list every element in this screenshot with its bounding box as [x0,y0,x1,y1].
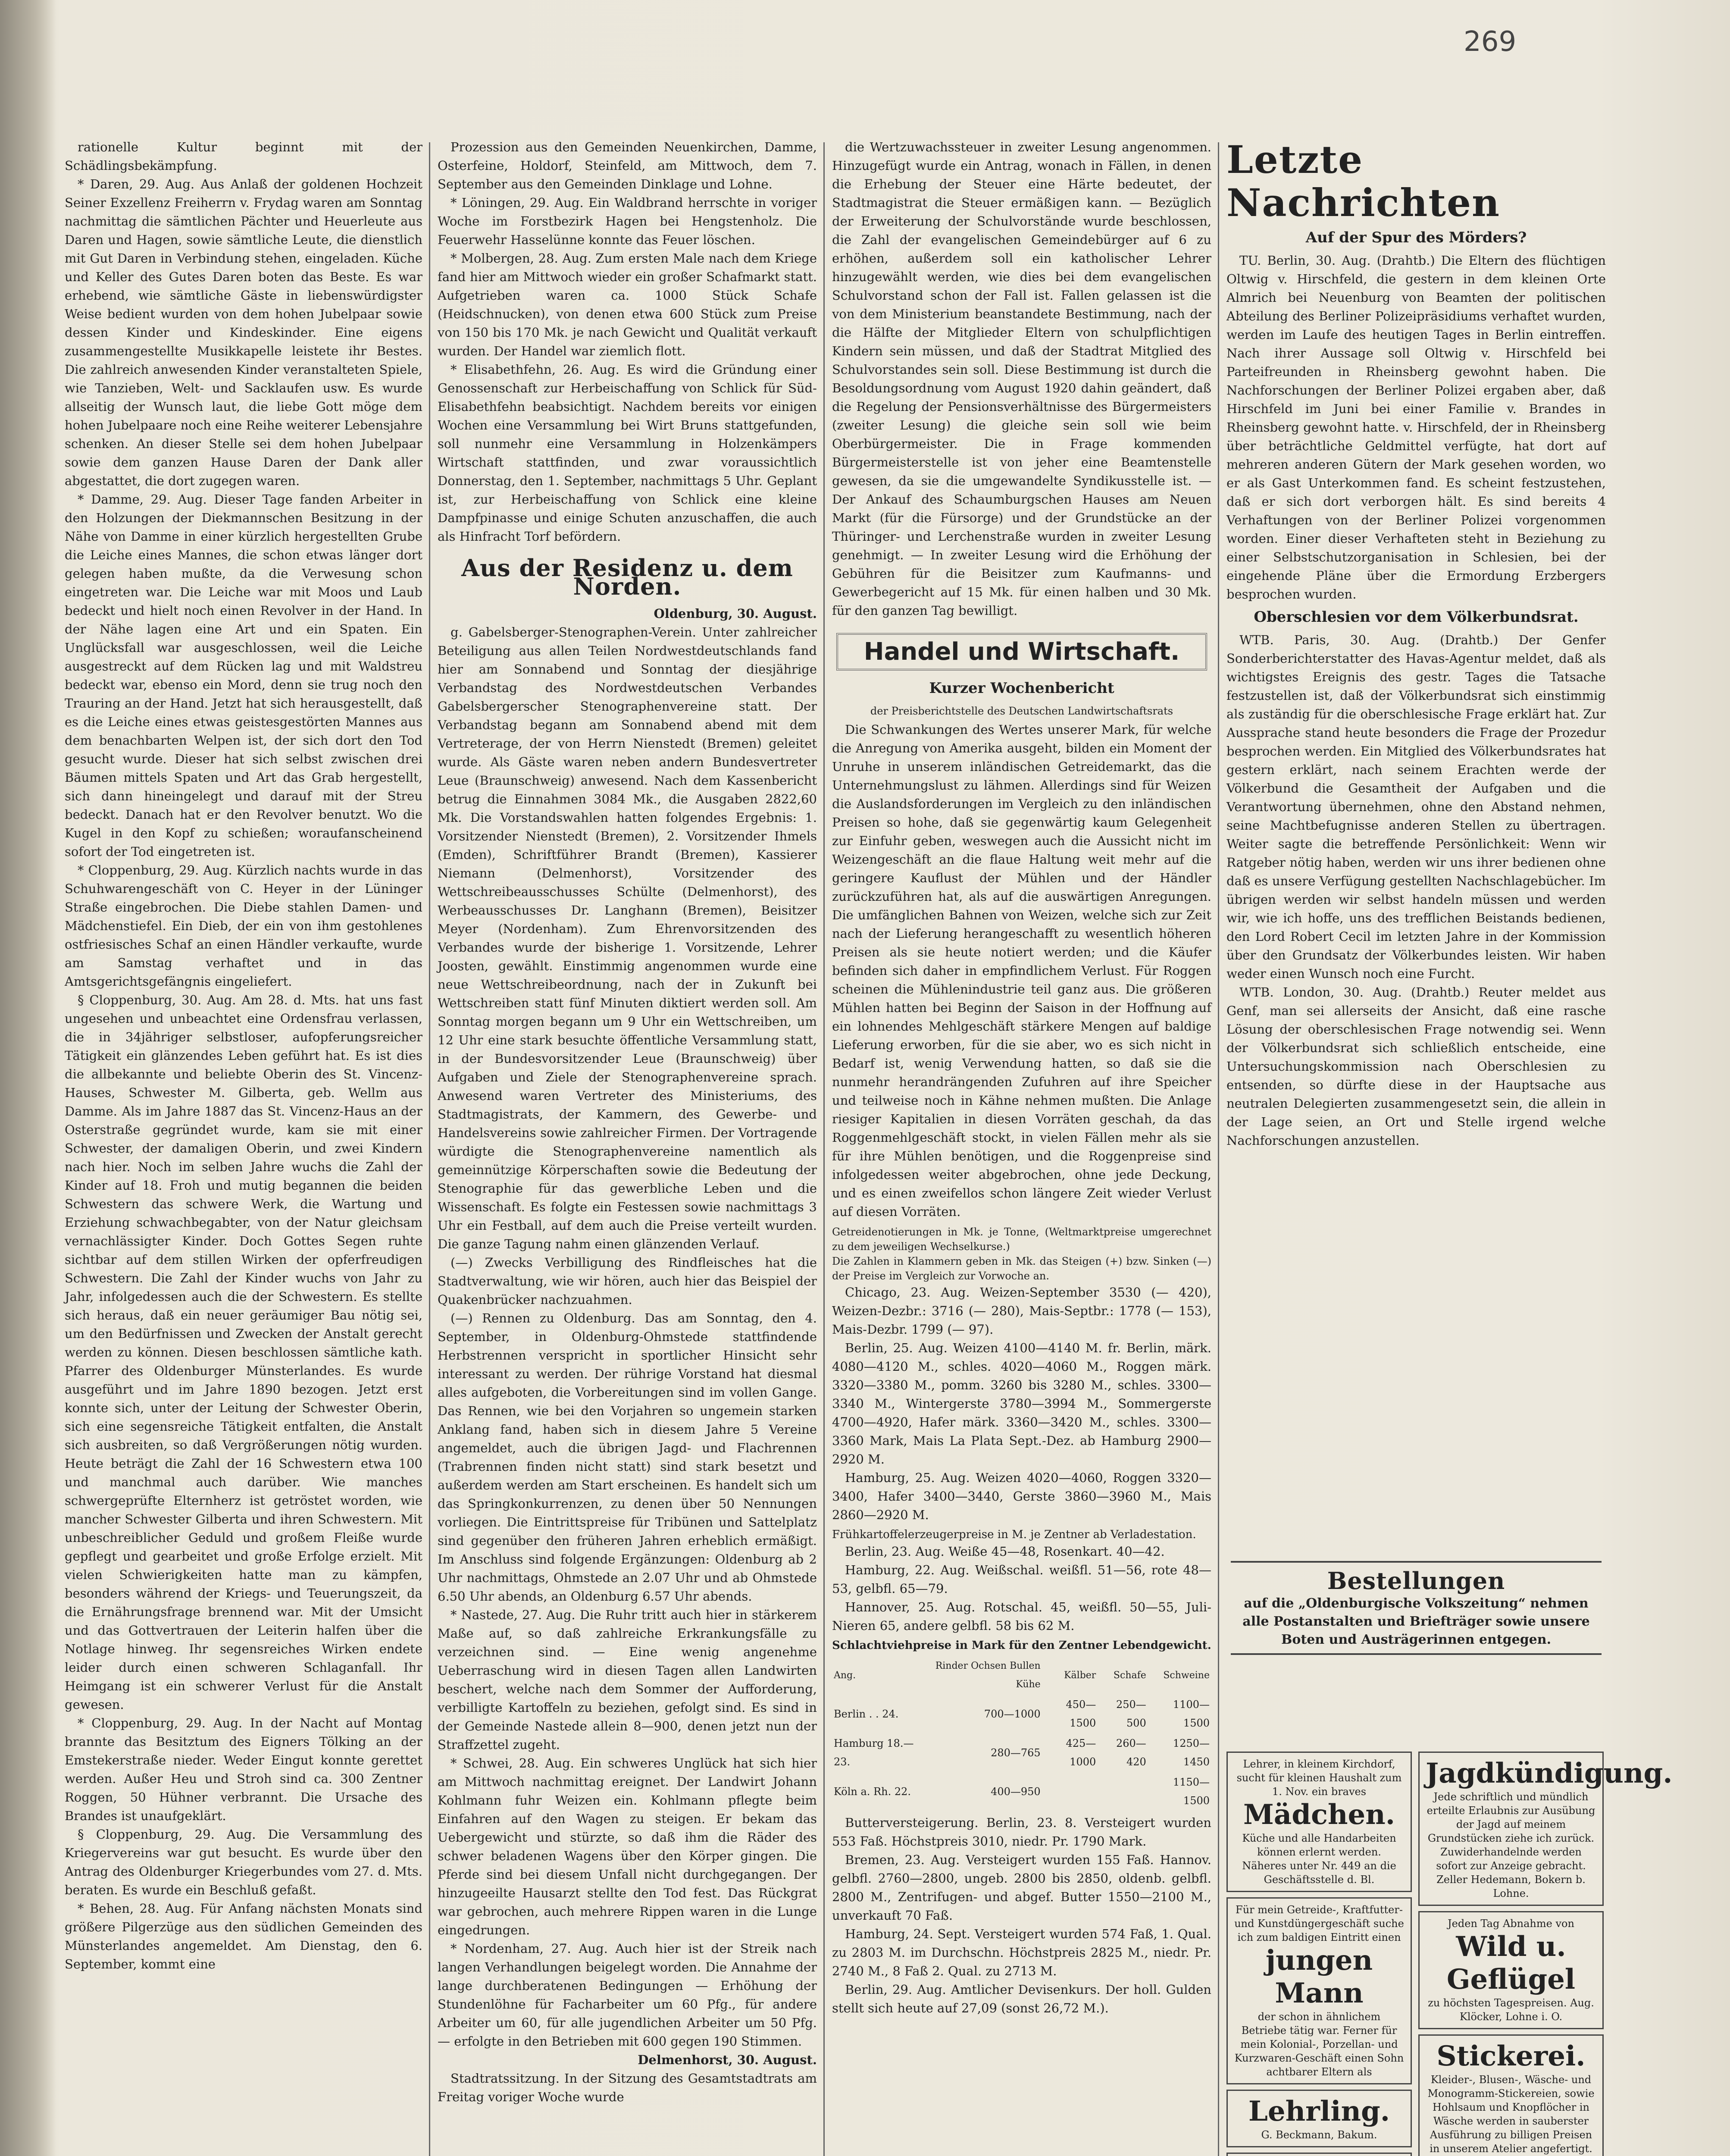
ad-text: Für mein Getreide-, Kraftfutter- und Kunstdüngergeschäft suche ich zum baldigen Eintritt einen [1234,1904,1404,1943]
getreide-note: Die Zahlen in Klammern geben in Mk. das Steigen (+) bzw. Sinken (—) der Preise im Vergleich zur Vorwoche an. [832,1255,1211,1282]
column-rule [429,142,430,2156]
bestellungen-text: auf die „Oldenburgische Volkszeitung“ nehmen alle Postanstalten und Briefträger sowie unsere Boten und Austrägerinnen entgegen. [1242,1596,1590,1647]
ad-title: Stickerei. [1436,2040,1586,2072]
ad-text: Kleider-, Blusen-, Wäsche- und Monogramm-Stickereien, sowie Hohlsaum und Knopflöcher in Wäsche werden in sauberster Ausführung zu billigen Preisen in unserem Atelier angefertigt. [1427,2074,1595,2155]
table-header: Rinder Ochsen Bullen Kühe [935,1661,1041,1690]
table-header: Schafe [1113,1670,1146,1681]
news-item: * Elisabethfehn, 26. Aug. Es wird die Gründung einer Genossenschaft zur Herbeischaffung von Schlick für Süd-Elisabethfehn beabsichtigt. Nachdem bereits vor einigen Wochen eine Versammlung bei Wirt Bruns stattgefunden, soll nunmehr eine Versammlung in Holzenkämpers Wirtschaft stattfinden, und zwar voraussichtlich Donnerstag, den 1. September, nachmittags 5 Uhr. Geplant ist, zur Herbeischaffung von Schlick eine kleine Dampfpinasse und einige Schuten anzuschaffen, die auch als Hinfracht Torf befördern. [438,362,817,544]
ad-title: Jagdkündigung. [1426,1757,1673,1789]
table-cell: 1150—1500 [1173,1776,1210,1807]
getreide-heading: Getreidenotierungen in Mk. je Tonne, (Weltmarktpreise umgerechnet zu dem jeweiligen Wechselkurse.) [832,1226,1211,1253]
news-item: Hamburg, 25. Aug. Weizen 4020—4060, Roggen 3320—3400, Hafer 3400—3440, Gerste 3860—3960 M., Mais 2860—2920 M. [832,1470,1211,1522]
table-cell: 280—765 [991,1746,1041,1759]
news-item: * Daren, 29. Aug. Aus Anlaß der goldenen Hochzeit Seiner Exzellenz Freiherrn v. Frydag waren am Sonntag nachmittag die sämtlichen Pächter und Heuerleute aus Daren und Hagen, sowie sämtliche Leute, die dienstlich mit Gut Daren in Verbindung stehen, eingeladen. Küche und Keller des Gutes Daren boten das Beste. Es war erhebend, wie sämtliche Gäste in liebenswürdigster Weise bedient wurden von dem hohen Jubelpaar sowie dessen Kinder und Kindeskinder. Eine eigens zusammengestellte Musikkapelle leistete ihr Bestes. Die zahlreich anwesenden Kinder veranstalteten Spiele, wie Tanzieben, Welt- und Sacklaufen usw. Es wurde allseitig der Wunsch laut, die liebe Gott möge dem hohen Jubelpaare noch eine Reihe weiterer Lebensjahre schenken. An dieser Stelle sei dem hohen Jubelpaar sowie dem ganzen Hause Daren der Dank aller abgestattet, die dort zugegen waren. [65,177,422,488]
dateline: Delmenhorst, 30. August. [638,2053,817,2067]
news-item: Prozession aus den Gemeinden Neuenkirchen, Damme, Osterfeine, Holdorf, Steinfeld, am Mittwoch, dem 7. September aus den Gemeinden Dinklage und Lohne. [438,140,817,191]
news-item: (—) Zwecks Verbilligung des Rindfleisches hat die Stadtverwaltung, wie wir hören, auch hier das Beispiel der Quakenbrücker nachzuahmen. [438,1255,817,1307]
ad-title: jungen Mann [1265,1944,1373,2009]
column-3-text [832,138,1211,2018]
ad-title: Wild u. Geflügel [1446,1930,1576,1996]
column-2-text [438,138,817,2106]
news-item: (—) Rennen zu Oldenburg. Das am Sonntag, den 4. September, in Oldenburg-Ohmstede stattfindende Herbstrennen verspricht in sportlicher Hinsicht sehr interessant zu werden. Der rührige Vorstand hat diesmal alles aufgeboten, die Vorbereitungen sind im vollen Gange. Das Rennen, wie bei den Vorjahren so ungemein starken Anklang fand, haben sich in diesem Jahre 5 Vereine angemeldet, auch die übrigen Jagd- und Flachrennen (Trabrennen finden nicht statt) sind stark besetzt und außerdem werden am Start erscheinen. Es handelt sich um das Springkonkurrenzen, zu denen über 50 Nennungen vorliegen. Die Eintrittspreise für Tribünen und Sattelplatz sind gegenüber den früheren Jahren erheblich ermäßigt. Im Anschluss sind folgende Ergänzungen: Oldenburg ab 2 Uhr nachmittags, Ohmstede an 2.07 Uhr und ab Ohmstede 6.50 Uhr abends, an Oldenburg 6.57 Uhr abends. [438,1311,817,1604]
news-item: * Nordenham, 27. Aug. Auch hier ist der Streik nach langen Verhandlungen beigelegt worden. Die Annahme der lange durchberatenen Bedingungen — Erhöhung der Stundenlöhne für Facharbeiter um 60 Pfg., für andere Arbeiter um 60, für alle jugendlichen Arbeiter um 50 Pfg. — erfolgte in den Betrieben mit 600 gegen 190 Stimmen. [438,1941,817,2049]
advertisement [1418,1911,1604,2029]
advertisement [1226,2090,1412,2147]
news-item: Berlin, 29. Aug. Amtlicher Devisenkurs. Der holl. Gulden stellt sich heute auf 27,09 (sonst 26,72 M.). [832,1982,1211,2015]
ad-text: Jede schriftlich und mündlich erteilte Erlaubnis zur Ausübung der Jagd auf meinem Grundstücken ziehe ich zurück. Zuwiderhandelnde werden sofort zur Anzeige gebracht. Zeller Hedemann, Bokern b. Lohne. [1427,1791,1595,1899]
table-cell: 250—500 [1116,1698,1146,1729]
moerder-subheading: Auf der Spur des Mörders? [1305,229,1527,246]
column-1-text [65,138,422,1974]
table-cell: 1100—1500 [1173,1698,1210,1729]
news-item: * Damme, 29. Aug. Dieser Tage fanden Arbeiter in den Holzungen der Diekmannschen Besitzung in der Nähe von Damme in einer kürzlich hergestellten Grube die Leiche eines Mannes, die schon etwas länger dort gelegen haben mußte, da die Verwesung schon eingetreten war. Die Leiche war mit Moos und Laub bedeckt und hielt noch einen Revolver in der Hand. In der Nähe lagen eine Art und ein Spaten. Ein Unglücksfall war ausgeschlossen, weil die Leiche ausgestreckt auf dem Rücken lag und mit Waldstreu bedeckt war, ebenso ein Mord, denn sie trug noch den Trauring an der Hand. Jetzt hat sich herausgestellt, daß es die Leiche eines etwas geistesgestörten Mannes aus dem benachbarten Welpen ist, der sich dort den Tod gesucht wurde. Dieser hat sich selbst zwischen drei Bäumen mittels Spaten und Art das Grab hergestellt, sich dann hineingelegt und darauf mit der Streu bedeckt. Danach hat er den Revolver benutzt. Wo die Kugel in den Kopf zu schießen; woraufanscheinend sofort der Tod eingetreten ist. [65,492,422,859]
wochenbericht-subheading: der Preisberichtstelle des Deutschen Landwirtschaftsrats [870,705,1173,717]
news-item: * Nastede, 27. Aug. Die Ruhr tritt auch hier in stärkerem Maße auf, so daß zahlreiche Erkrankungsfälle zu verzeichnen sind. — Eine wenig angenehme Ueberraschung wird in diesen Tagen allen Landwirten beschert, welche nach dem Sommer der Aufforderung, verbilligte Kartoffeln zu beziehen, gefolgt sind. Es sind in der Gemeinde Nastede allein 8—900, denen jetzt nun der Straffzettel zugeht. [438,1608,817,1752]
news-item: * Molbergen, 28. Aug. Zum ersten Male nach dem Kriege fand hier am Mittwoch wieder ein großer Schafmarkt statt. Aufgetrieben waren ca. 1000 Stück Schafe (Heidschnucken), von denen etwa 600 Stück zum Preise von 150 bis 170 Mk. je nach Gewicht und Qualität verkauft wurden. Der Handel war ziemlich flott. [438,251,817,358]
advertisement [1226,2153,1412,2156]
news-item: Hamburg, 24. Sept. Versteigert wurden 574 Faß, 1. Qual. zu 2803 M. im Durchschn. Höchstpreis 2825 M., niedr. Pr. 2740 M., 8 Faß 2. Qual. zu 2713 M. [832,1927,1211,1978]
kartoffel-heading: Frühkartoffelerzeugerpreise in M. je Zentner ab Verladestation. [832,1528,1196,1541]
ad-text: Jeden Tag Abnahme von [1448,1918,1574,1930]
table-cell: Köln a. Rh. 22. [834,1785,911,1798]
bestellungen-heading: Bestellungen [1327,1567,1505,1595]
getreide-prices [832,1283,1211,1524]
news-item: Butterversteigerung. Berlin, 23. 8. Versteigert wurden 553 Faß. Höchstpreis 3010, niedr. Pr. 1790 Mark. [832,1815,1211,1849]
news-item: g. Gabelsberger-Stenographen-Verein. Unter zahlreicher Beteiligung aus allen Teilen Nordwestdeutschlands fand hier am Sonnabend und Sonntag der diesjährige Verbandstag des Nordwestdeutschen Verbandes Gabelsbergerscher Stenographenvereine statt. Der Verbandstag begann am Sonnabend abend mit dem Vertreterage, der von Herrn Nienstedt (Bremen) geleitet wurde. Als Gäste waren neben andern Bundesvertreter Leue (Braunschweig) anwesend. Nach dem Kassenbericht betrug die Einnahmen 3084 Mk., die Ausgaben 2822,60 Mk. Die Vorstandswahlen hatten folgendes Ergebnis: 1. Vorsitzender Nienstedt (Bremen), 2. Vorsitzender Ihmels (Emden), Schriftführer Brandt (Bremen), Kassierer Niemann (Delmenhorst), Vorsitzender des Wettschreibeausschusses Schülte (Delmenhorst), des Werbeausschusses Dr. Langhann (Bremen), Beisitzer Meyer (Nordenham). Zum Ehrenvorsitzenden des Verbandes wurde der bisherige 1. Vorsitzende, Lehrer Joosten, gewählt. Einstimmig angenommen wurde eine neue Wettschreibeordnung, nach der in Zukunft bei Wettschreiben statt fünf Minuten diktiert werden soll. Am Sonntag morgen begann um 9 Uhr ein Wettschreiben, um 12 Uhr eine stark besuchte öffentliche Versammlung statt, in der Bundesvorsitzender Leue (Braunschweig) über Aufgaben und Ziele der Stenographenvereine sprach. Anwesend waren Vertreter des Ministeriums, des Stadtmagistrats, der Kammern, des Gewerbe- und Handelsvereins sowie zahlreicher Firmen. Der Vortragende würdigte die Stenographenvereine namentlich als gemeinnützige Körperschaften sowie die Bedeutung der Stenographie für das gewerbliche Leben und die Wissenschaft. Es folgte ein Festessen sowie nachmittags 3 Uhr ein Festball, auf dem auch die Preise verteilt wurden. Die ganze Tagung nahm einen glänzenden Verlauf. [438,625,817,1251]
ad-text: G. Beckmann, Bakum. [1261,2129,1377,2141]
oberschlesien-subheading: Oberschlesien vor dem Völkerbundsrat. [1254,608,1579,626]
ad-text: zu höchsten Tagespreisen. Aug. Klöcker, Lohne i. O. [1428,1997,1594,2023]
dateline: Oldenburg, 30. August. [654,606,817,621]
table-cell: 260—420 [1116,1737,1146,1768]
ads-left-column [1226,1746,1412,2156]
news-item: * Cloppenburg, 29. Aug. Kürzlich nachts wurde in das Schuhwarengeschäft von C. Heyer in der Lüninger Straße eingebrochen. Die Diebe stahlen Damen- und Mädchenstiefel. Ein Dieb, der ein von ihm gestohlenes ostfriesisches Schaf an einen Händler verkaufte, wurde am Samstag verhaftet und in das Amtsgerichtsgefängnis eingeliefert. [65,863,422,989]
table-header: Kälber [1064,1670,1096,1681]
table-cell: Hamburg 18.—23. [834,1737,914,1768]
ad-text: Küche und alle Handarbeiten können erlernt werden. Näheres unter Nr. 449 an die Geschäftsstelle d. Bl. [1242,1832,1396,1886]
table-header: Ang. [834,1670,856,1681]
ad-title: Mädchen. [1243,1799,1395,1831]
news-item: Stadtratssitzung. In der Sitzung des Gesamtstadtrats am Freitag voriger Woche wurde [438,2071,817,2104]
news-item: WTB. London, 30. Aug. (Drahtb.) Reuter meldet aus Genf, man sei allerseits der Ansicht, daß eine rasche Lösung der oberschlesischen Frage notwendig sei. Wenn der Völkerbundsrat sich schließlich entscheide, eine Untersuchungskommission nach Oberschlesien zu entsenden, so dürfte diese in der Hauptsache aus neutralen Delegierten zusammengesetzt sein, die allein in der Lage seien, an Ort und Stelle irgend welche Nachforschungen anzustellen. [1226,985,1606,1148]
column-4-text [1226,138,1606,1150]
column-rule [823,142,825,2156]
schlachtvieh-table [832,1656,1211,1811]
news-item: Berlin, 25. Aug. Weizen 4100—4140 M. fr. Berlin, märk. 4080—4120 M., schles. 4020—4060 M., Roggen märk. 3320—3380 M., pomm. 3260 bis 3280 M., schles. 3300—3340 M., Wintergerste 3780—3994 M., Sommergerste 4700—4920, Hafer märk. 3360—3420 M., schles. 3300—3360 Mark, Mais La Plata Sept.-Dez. ab Hamburg 2900—2920 M. [832,1341,1211,1467]
column-rule [1218,142,1219,2156]
wertzuwachs-article [832,138,1211,620]
table-cell: 450—1500 [1066,1698,1096,1729]
wochenbericht-text [832,721,1211,1221]
ad-text: der schon in ähnlichem Betriebe tätig war. Ferner für mein Kolonial-, Porzellan- und Kurzwaren-Geschäft einen Sohn achtbarer Eltern als [1234,2011,1404,2078]
advertisement [1226,1752,1412,1892]
news-item: Bremen, 23. Aug. Versteigert wurden 155 Faß. Hannov. gelbfl. 2760—2800, ungeb. 2800 bis 2850, oldenb. gelbfl. 2800 M., Zentrifugen- und abgef. Butter 1550—2100 M., unverkauft 70 Faß. [832,1852,1211,1923]
schlacht-heading: Schlachtviehpreise in Mark für den Zentner Lebendgewicht. [832,1639,1211,1652]
news-item: * Löningen, 29. Aug. Ein Waldbrand herrschte in voriger Woche im Forstbezirk Hagen bei Hengstenholz. Die Feuerwehr Hasselünne konnte das Feuer löschen. [438,195,817,247]
news-item: Hannover, 25. Aug. Rotschal. 45, weißfl. 50—55, Juli-Nieren 65, andere gelbfl. 58 bis 62 M. [832,1600,1211,1633]
news-item: * Schwei, 28. Aug. Ein schweres Unglück hat sich hier am Mittwoch nachmittag ereignet. Der Landwirt Johann Kohlmann fuhr Weizen ein. Kohlmann pflegte beim Einfahren auf den Wagen zu steigen. Er bekam das Uebergewicht und stürzte, so daß ihm die Räder des schwer beladenen Wagens über den Körper gingen. Die Pferde sind bei diesem Unfall nicht durchgegangen. Der hinzugeeilte Hausarzt stellte den Tod fest. Das Rückgrat war gebrochen, auch mehrere Rippen waren in die Lunge eingedrungen. [438,1756,817,1937]
bestellungen-box [1231,1561,1602,1655]
kartoffel-prices [832,1542,1211,1635]
news-item: Die Schwankungen des Wertes unserer Mark, für welche die Anregung von Amerika ausgeht, bilden ein Moment der Unruhe in unserem inländischen Getreidemarkt, das die Unternehmungslust zu lähmen. Allerdings sind für Weizen die Auslandsforderungen im Vergleich zu den inländischen Preisen so hohe, daß sie gegenwärtig kaum Gelegenheit zur Einfuhr geben, weswegen auch die Aussicht nicht im Weizengeschäft an die flaue Haltung weit mehr auf die geringere Kauflust der Mühlen und der Händler zurückzuführen hat, als auf die auswärtigen Anregungen. Die umfänglichen Bahnen von Weizen, welche sich zur Zeit nach der Lieferung herangeschafft zu wesentlich höheren Preisen als sie heute notiert werden; und die Käufer befinden sich daher in empfindlichem Verlust. Für Roggen scheinen die Mühlenindustrie teil ganz aus. Die größeren Mühlen hatten bei Beginn der Saison in der Hoffnung auf ein lohnendes Mehlgeschäft stärkere Mengen auf baldige Lieferung erworben, für die sie aber, wo es sich nicht in Bedarf ist, wenig Verwendung hatten, so daß sie die nunmehr herandrängenden Zufuhren auf ihre Speicher und teilweise noch in Kähne nehmen mußten. Die Anlage riesiger Kapitalien in diesen Vorräten geschah, da das Roggenmehlgeschäft stockt, in vielen Fällen mehr als sie für ihre Mühlen benötigen, und die Roggenpreise sind infolgedessen weiter abgebrochen, ohne jede Deckung, und es einen zweifellos schon längere Zeit wieder Verlust auf diesen Vorräten. [832,722,1211,1219]
news-item: Berlin, 23. Aug. Weiße 45—48, Rosenkart. 40—42. [845,1544,1165,1559]
table-cell [1042,1772,1098,1811]
ad-text: Lehrer, in kleinem Kirchdorf, sucht für kleinen Haushalt zum 1. Nov. ein braves [1236,1758,1402,1798]
column-1 [65,138,422,2156]
news-item: Chicago, 23. Aug. Weizen-September 3530 (— 420), Weizen-Dezbr.: 3716 (— 280), Mais-Septbr.: 1778 (— 153), Mais-Dezbr. 1799 (— 97). [832,1285,1211,1337]
table-cell: 400—950 [991,1785,1041,1798]
page-number: 269 [1464,26,1517,58]
news-item: § Cloppenburg, 29. Aug. Die Versammlung des Kriegervereins war gut besucht. Es wurde über den Antrag des Oldenburger Kriegerbundes vom 27. d. Mts. beraten. Es wurde ein Beschluß gefaßt. [65,1827,422,1897]
advertisement [1418,1752,1673,1906]
table-header: Schweine [1163,1670,1210,1681]
ad-title: Lehrling. [1248,2095,1390,2128]
news-item: Hamburg, 22. Aug. Weißschal. weißfl. 51—56, rote 48—53, gelbfl. 65—79. [832,1563,1211,1596]
letzte-nachrichten-heading: Letzte Nachrichten [1226,137,1500,225]
section-heading-handel: Handel und Wirtschaft. [836,633,1207,671]
section-heading: Aus der Residenz u. dem Norden. [461,554,793,600]
table-row [832,1733,1211,1772]
news-item: § Cloppenburg, 30. Aug. Am 28. d. Mts. hat uns fast ungesehen und unbeachtet eine Ordensfrau verlassen, die in 34jähriger selbstloser, aufopferungsreicher Tätigkeit ein glänzendes Leben geführt hat. Es ist dies die allbekannte und beliebte Oberin des St. Vincenz-Hauses, Schwester M. Gilberta, geb. Wellm aus Damme. Als im Jahre 1887 das St. Vincenz-Haus an der Osterstraße gegründet wurde, kam sie mit einer Schwester, der damaligen Oberin, und zwei Kindern nach hier. Noch im selben Jahre wuchs die Zahl der Kinder auf 18. Froh und mutig begannen die beiden Schwestern das schwere Werk, die Wartung und Erziehung schwachbegabter, von der Natur gleichsam vernachlässigter Kinder. Doch Gottes Segen ruhte sichtbar auf dem stillen Wirken der opferfreudigen Schwestern. Die Zahl der Kinder wuchs von Jahr zu Jahr, infolgedessen auch die der Schwestern. Es stellte sich heraus, daß ein neuer geräumiger Bau nötig sei, um den Bedürfnissen und Zwecken der Anstalt gerecht werden zu können. Diesen beschlossen sämtliche kath. Pfarrer des Oldenburger Münsterlandes. Es wurde ausgeführt und im Jahre 1890 bezogen. Jetzt erst konnte sich, unter der Leitung der Schwester Oberin, sich eine segensreiche Tätigkeit entfalten, die Anstalt sich ausbreiten, so daß Vergrößerungen nötig wurden. Heute beträgt die Zahl der 16 Schwestern etwa 100 und manchmal auch darüber. Wie manches schwergeprüfte Elternherz ist getröstet worden, wie mancher Schwester Gilberta und ihren Schwestern. Mit unbeschreiblicher Geduld und großem Fleiße wurde gepflegt und gearbeitet und große Erfolge erzielt. Mit vielen Schwierigkeiten hatte man zu kämpfen, besonders während der Kriegs- und Teuerungszeit, da die Ernährungsfrage brennend war. Mit der Umsicht und das Gottvertrauen der Leiterin halfen über die Notlage hinweg. Ihr segensreiches Wirken endete leider durch einen schweren Schlaganfall. Ihr Heimgang ist ein schwerer Verlust für die Anstalt gewesen. [65,993,422,1712]
advertisement [1226,1897,1412,2084]
oberschlesien-article [1226,631,1606,1150]
book-spine-shadow [0,0,56,2156]
column-4 [1226,138,1606,1535]
table-cell [1098,1772,1148,1811]
news-item: TU. Berlin, 30. Aug. (Drahtb.) Die Eltern des flüchtigen Oltwig v. Hirschfeld, die gestern in dem kleinen Orte Almrich bei Neuenburg von Beamten der politischen Abteilung des Berliner Polizeipräsidiums verhaftet wurden, werden im Laufe des heutigen Tages in Berlin eintreffen. Nach ihrer Aussage soll Oltwig v. Hirschfeld bei Parteifreunden in Rheinsberg gewohnt haben. Die Nachforschungen der Berliner Polizei ergaben aber, daß Hirschfeld im Juni bei einer Familie v. Brandes in Rheinsberg gewohnt hatte. v. Hirschfeld, der in Rheinsberg über beträchtliche Geldmittel verfügte, hat dort auf mehreren anderen Gütern der Mark gesehen worden, wo er als Gast Unterkommen fand. Es scheint festzustehen, daß er sich dort verborgen hält. Es sind bereits 4 Verhaftungen von der Berliner Polizei vorgenommen worden. Einer dieser Verhafteten steht in Beziehung zu einer Selbstschutzorganisation in Schlesien, bei der eingehende Pläne über die Ermordung Erzbergers besprochen wurden. [1226,253,1606,602]
news-item: die Wertzuwachssteuer in zweiter Lesung angenommen. Hinzugefügt wurde ein Antrag, wonach in Fällen, in denen die Erhebung der Steuer eine Härte bedeutet, der Stadtmagistrat die Steuer ermäßigen kann. — Bezüglich der Erweiterung der Schulvorstände wurde beschlossen, die Zahl der evangelischen Gemeindebürger auf 6 zu erhöhen, außerdem soll ein katholischer Lehrer hinzugewählt werden, wie dies bei dem evangelischen Schulvorstand schon der Fall ist. Fallen gelassen ist die von dem Ministerium beanstandete Bestimmung, nach der die Hälfte der Mitglieder Eltern von schulpflichtigen Kindern sein müssen, und daß der Stadtrat Mitglied des Schulvorstandes sein soll. Diese Bestimmung ist durch die Besoldungsordnung vom August 1920 dahin geändert, daß die Regelung der Pensionsverhältnisse des Bürgermeisters (zweiter Lesung) die gleiche sein soll wie beim Oberbürgermeister. Die in Frage kommenden Bürgermeisterstelle ist von jeher eine Beamtenstelle gewesen, da sie die umgewandelte Syndikusstelle ist. — Der Ankauf des Schaumburgschen Hauses am Neuen Markt (für die Fürsorge) und der Grundstücke an der Thüringer- und Lerchenstraße wurden in zweiter Lesung genehmigt. — In zweiter Lesung wird die Erhöhung der Gebühren für die Beisitzer zum Kaufmanns- und Gewerbegericht auf 15 Mk. für einen halben und 30 Mk. für den ganzen Tag bewilligt. [832,140,1211,618]
butter-prices [832,1814,1211,2018]
table-row [832,1772,1211,1811]
ads-right-column [1418,1746,1673,2156]
table-cell: 425—1000 [1066,1737,1096,1768]
hirschfeld-article [1226,251,1606,604]
news-item: * Behen, 28. Aug. Für Anfang nächsten Monats sind größere Pilgerzüge aus den südlichen Gemeinden des Münsterlandes angemeldet. Am Dienstag, den 6. September, kommt eine [65,1901,422,1971]
wochenbericht-heading: Kurzer Wochenbericht [929,680,1114,697]
table-cell: 1250—1450 [1173,1737,1210,1768]
table-cell: Berlin . . 24. [834,1708,899,1720]
news-item: WTB. Paris, 30. Aug. (Drahtb.) Der Genfer Sonderberichterstatter des Havas-Agentur meldet, daß als wichtigstes Ereignis des gestr. Tages die Tatsache festzustellen ist, daß der Völkerbundsrat sich einstimmig als zuständig für die oberschlesische Frage erklärt hat. Zur Aussprache stand heute besonders die Frage der Prozedur besprochen werden. Ein Mitglied des Völkerbundsrates hat gestern erklärt, nach seinem Erachten werde der Völkerbund die Gesamtheit der Aufgaben und die Verantwortung übernehmen, ohne den Abstand nehmen, seine Machtbefugnisse anderen Stellen zu übertragen. Weiter sagte die betreffende Persönlichkeit: Wenn wir Ratgeber nötig haben, werden wir uns ihrer bedienen ohne daß es unsere Verfügung gestellten Nachschlagebücher. Im übrigen werden wir selbst handeln müssen und werden wir, wie ich hoffe, uns des trefflichen Beistands bedienen, den Lord Robert Cecil im letzten Jahre in der Kommission über den Grundsatz der Völkerbundes leisten. Wir haben weder einen Wunsch noch eine Furcht. [1226,633,1606,981]
news-item: * Cloppenburg, 29. Aug. In der Nacht auf Montag brannte das Besitztum des Eigners Tölking an der Emstekerstraße nieder. Weder Eingut konnte gerettet werden. Außer Heu und Stroh sind ca. 300 Zentner Roggen, 50 Hühner verbrannt. Die Ursache des Brandes ist unaufgeklärt. [65,1716,422,1823]
column-3 [832,138,1211,2156]
column-2 [438,138,817,2156]
table-row [832,1695,1211,1733]
table-cell: 700—1000 [984,1708,1041,1720]
news-item: rationelle Kultur beginnt mit der Schädlingsbekämpfung. [65,140,422,173]
advertisement [1418,2034,1604,2156]
